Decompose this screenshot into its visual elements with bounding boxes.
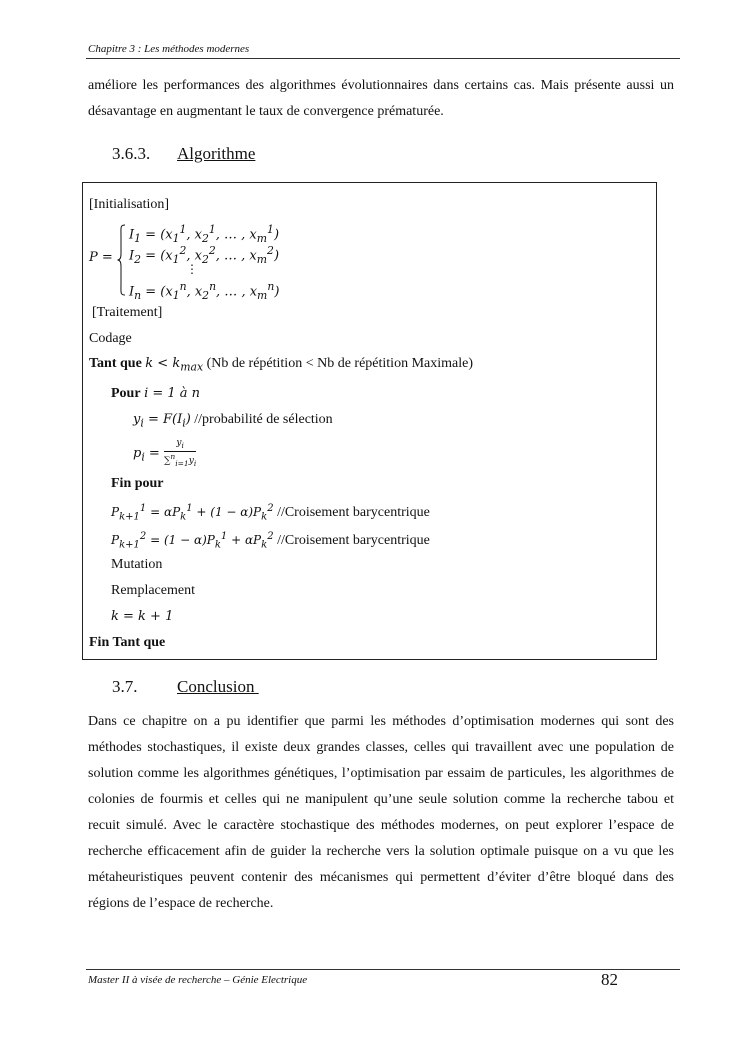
treatment-label: [Traitement] [92,305,163,320]
population-row-n: $I_n = (x_1^n$, $x_2^n$, … , $x_m^n$) [129,280,280,302]
population-row-1: $I_1 = (x_1^1$, $x_2^1$, … , $x_m^1$) [129,223,280,245]
probability-fraction: $\frac{y_i}{\sum^n_{i=1}y_i}$ [163,438,197,468]
population-row-2: $I_2 = (x_1^2$, $x_2^2$, … , $x_m^2$) [129,244,280,266]
crossover-line-2: $P_{k+1}^2 = (1 - \alpha)P_k^1 + \alpha P_k^2$ //Croisement barycentrique [111,531,430,551]
vertical-ellipsis: ⋮ [186,262,198,276]
end-for: Fin pour [111,476,164,491]
running-header: Chapitre 3 : Les méthodes modernes [88,43,250,55]
left-brace-icon [117,224,126,296]
selection-probability-line: $y_i = F(I_i)$ //probabilité de sélection [133,412,333,430]
end-while: Fin Tant que [89,635,166,650]
section-title: Algorithme [177,144,256,163]
intro-paragraph: améliore les performances des algorithmes évolutionnaires dans certains cas. Mais présente aussi un désavantage en augmentant le taux de convergence prématurée. [88,78,674,119]
replacement-step: Remplacement [111,583,195,598]
population-symbol: P = [89,250,113,265]
section-title: Conclusion [177,677,259,696]
while-line: Tant que $k < k_{max}$ (Nb de répétition < Nb de répétition Maximale) [89,356,473,374]
page-number: 82 [601,970,618,989]
footer-rule [86,969,680,970]
for-line: Pour i = 1 à n [111,386,201,401]
crossover-line-1: $P_{k+1}^1 = \alpha P_k^1 + (1 - \alpha)P_k^2$ //Croisement barycentrique [111,503,430,523]
coding-step: Codage [89,331,132,346]
header-rule [86,58,680,59]
section-number: 3.6.3. [112,144,151,163]
section-number: 3.7. [112,677,138,696]
running-footer: Master II à visée de recherche – Génie Electrique [88,974,308,986]
increment-step: k = k + 1 [111,609,174,624]
init-label: [Initialisation] [89,197,170,212]
mutation-step: Mutation [111,557,163,572]
conclusion-paragraph: Dans ce chapitre on a pu identifier que parmi les méthodes d’optimisation modernes qui sont des méthodes stochastiques, il existe deux grandes classes, celles qui travaillent avec une population de solution comme les algorithmes génétiques, l’optimisation par essaim de particules, les algorithmes de colonies de fourmis et celles qui ne manipulent qu’une seule solution comme la recherche tabou et recuit simulé. Avec le caractère stochastique des méthodes modernes, on peut explorer l’espace de recherche efficacement afin de guider la recherche vers la solution optimale puisque on a vu que les métaheuristiques peuvent contenir des mécanismes qui permettent d’éviter d’être bloqué dans des régions de l’espace de recherche. [88,714,674,911]
normalized-probability-line: $p_i$ = $\frac{y_i}{\sum^n_{i=1}y_i}$ [133,438,197,468]
